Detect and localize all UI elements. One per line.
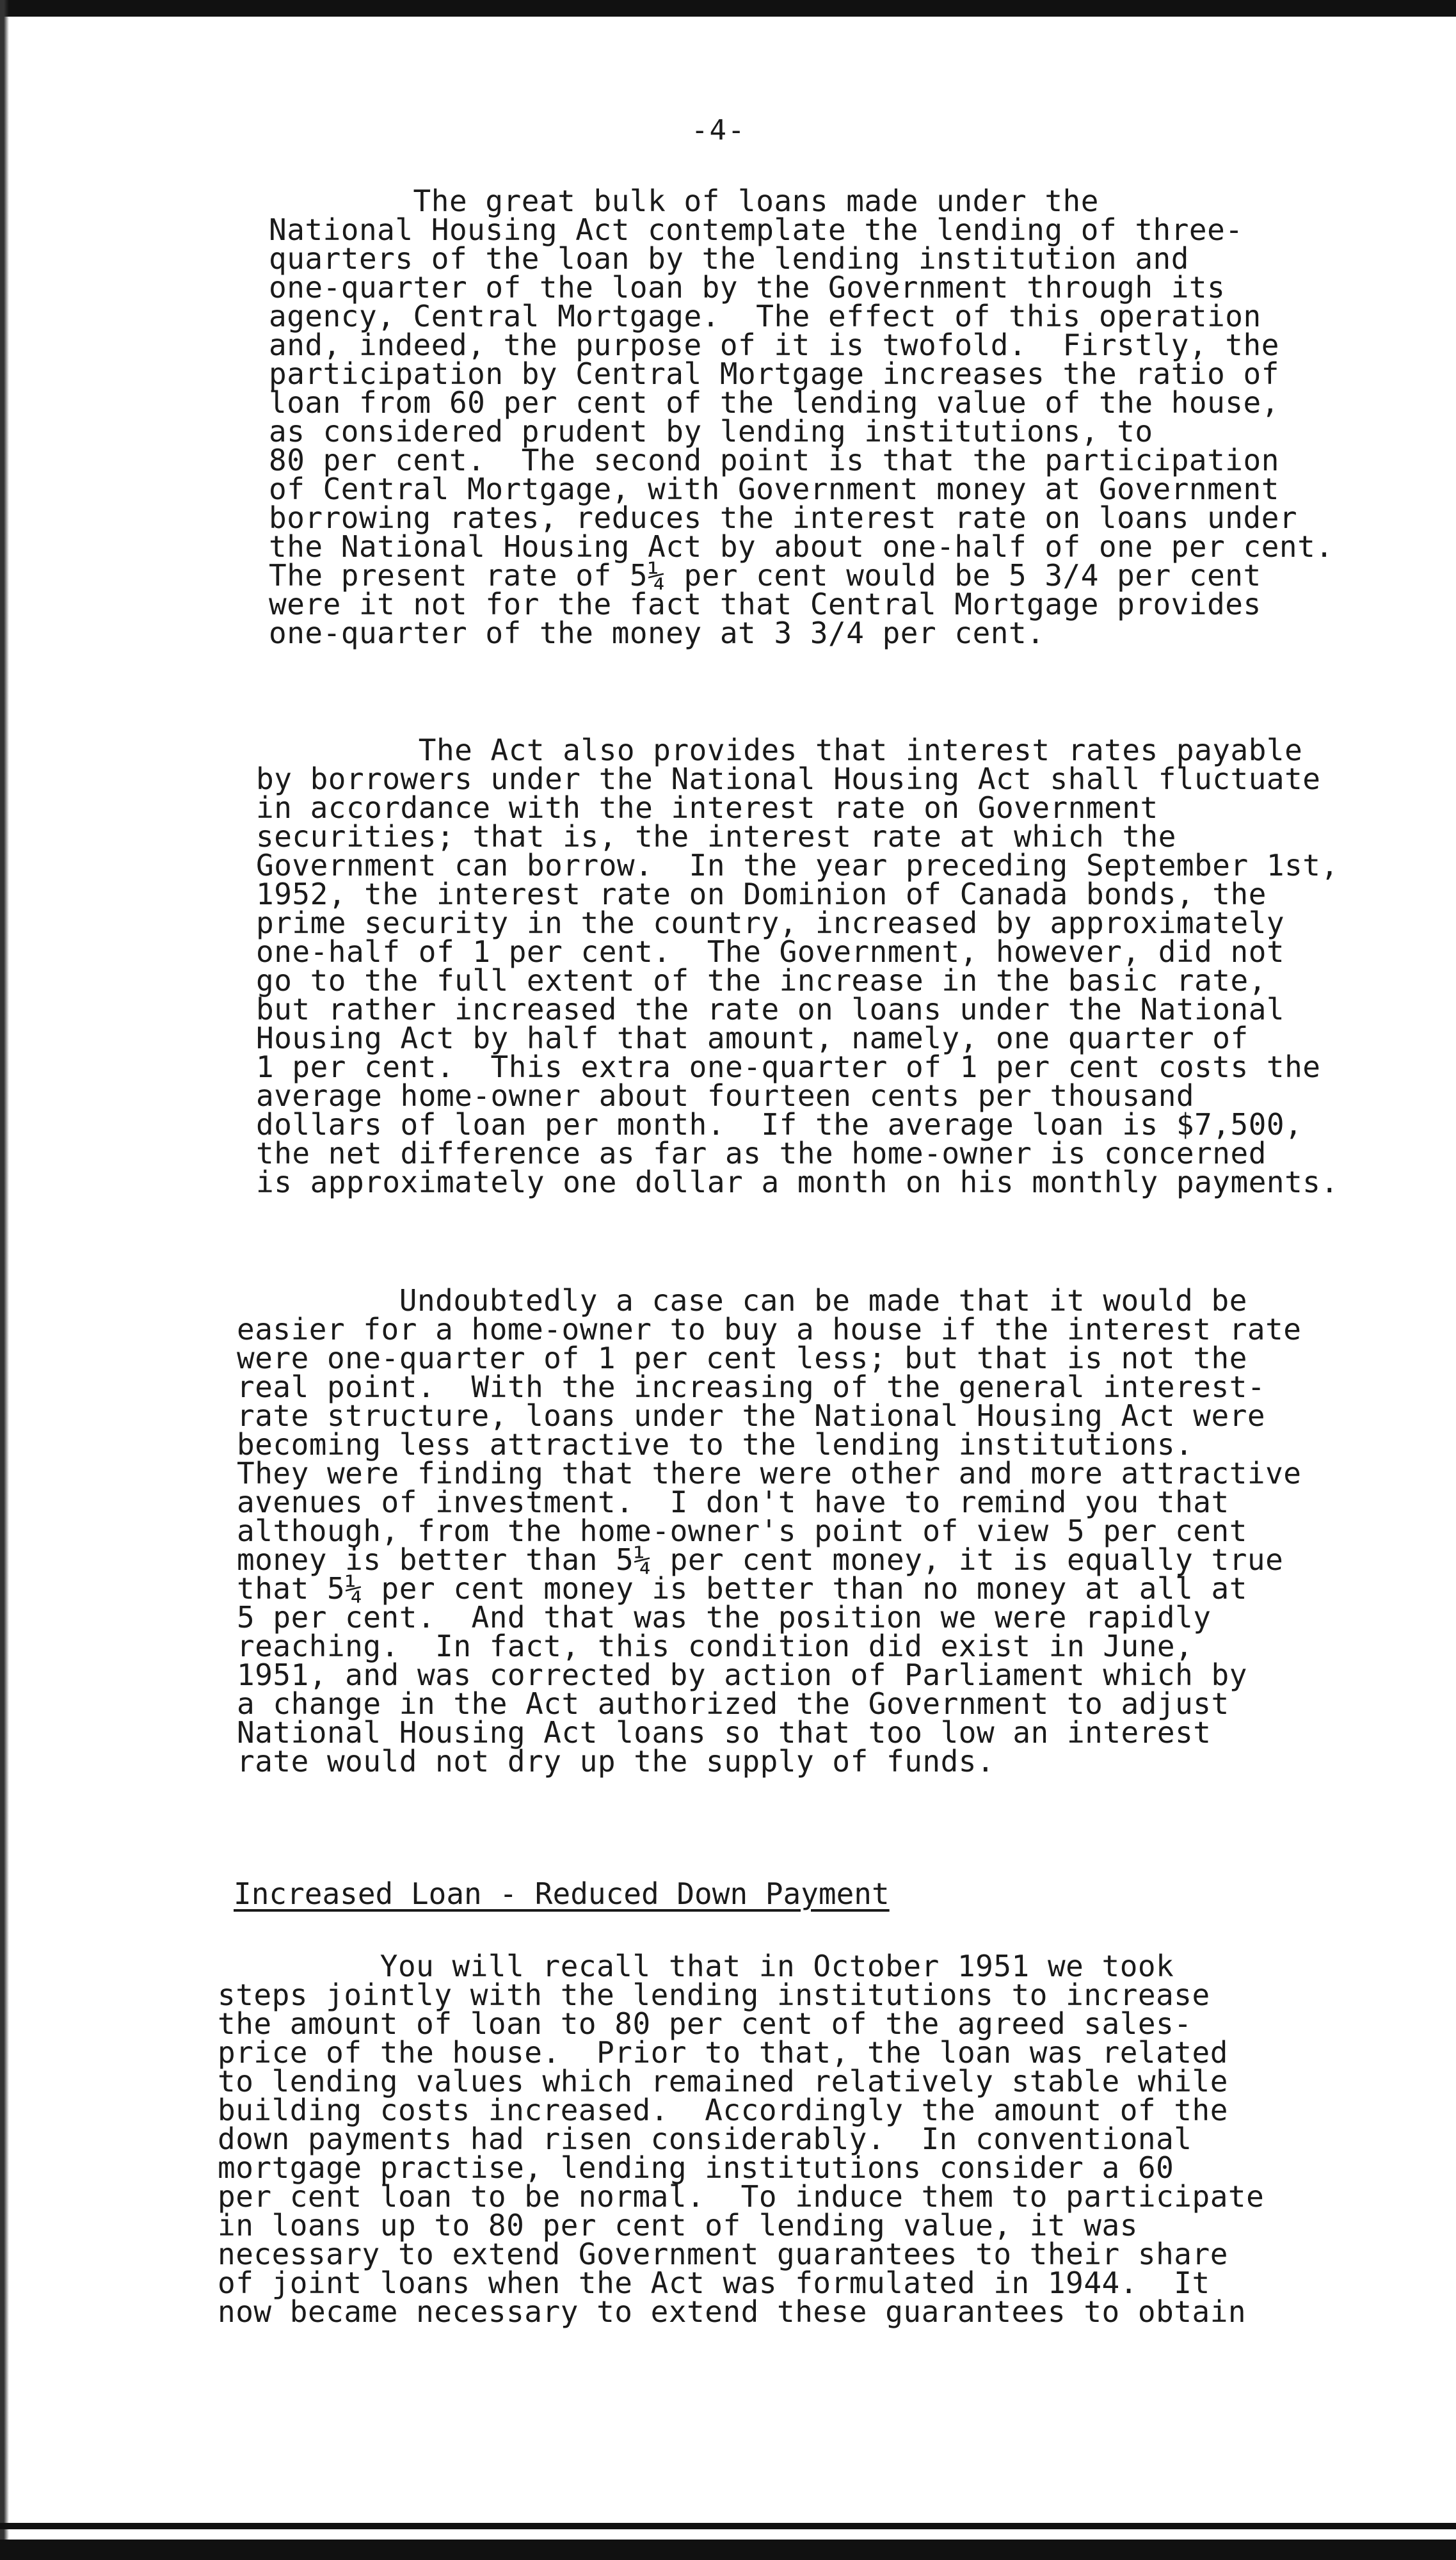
text-line: The great bulk of loans made under the (269, 184, 1099, 218)
text-line: per cent loan to be normal. To induce them to participate (218, 2179, 1265, 2214)
text-line: building costs increased. Accordingly the amount of the (218, 2093, 1228, 2127)
text-line: as considered prudent by lending institutions, to (269, 414, 1153, 449)
text-line: reaching. In fact, this condition did exist in June, (237, 1629, 1194, 1663)
page-number: -4- (691, 114, 746, 147)
text-line: one-half of 1 per cent. The Government, however, did not (256, 934, 1285, 969)
text-line: money is better than 5¼ per cent money, it is equally true (237, 1542, 1284, 1577)
text-line: 1951, and was corrected by action of Parliament which by (237, 1658, 1247, 1692)
text-line: is approximately one dollar a month on his monthly payments. (256, 1165, 1339, 1199)
bottom-border-thick (0, 2540, 1456, 2560)
text-line: participation by Central Mortgage increases the ratio of (269, 356, 1279, 391)
text-line: necessary to extend Government guarantees to their share (218, 2237, 1228, 2271)
text-line: You will recall that in October 1951 we took (218, 1949, 1174, 1983)
text-line: Housing Act by half that amount, namely, one quarter of (256, 1021, 1249, 1055)
text-line: the National Housing Act by about one-half of one per cent. (269, 529, 1334, 564)
text-line: to lending values which remained relatively stable while (218, 2064, 1228, 2099)
text-line: National Housing Act contemplate the lending of three- (269, 212, 1244, 247)
top-border (0, 0, 1456, 17)
text-line: dollars of loan per month. If the average loan is $7,500, (256, 1107, 1303, 1142)
text-line: one-quarter of the money at 3 3/4 per cent. (269, 616, 1045, 650)
paragraph-2 (256, 733, 1339, 1199)
paragraph-1 (269, 184, 1334, 650)
text-line: a change in the Act authorized the Government to adjust (237, 1686, 1229, 1721)
text-line: 5 per cent. And that was the position we were rapidly (237, 1600, 1212, 1635)
text-line: National Housing Act loans so that too low an interest (237, 1715, 1212, 1750)
text-line: in accordance with the interest rate on Government (256, 790, 1158, 825)
text-line: were it not for the fact that Central Mortgage provides (269, 587, 1261, 621)
text-line: The Act also provides that interest rates payable (256, 733, 1303, 767)
text-line: one-quarter of the loan by the Government through its (269, 270, 1226, 305)
text-line: Undoubtedly a case can be made that it would be (237, 1283, 1247, 1318)
text-line: price of the house. Prior to that, the loan was related (218, 2035, 1228, 2070)
text-line: rate structure, loans under the National Housing Act were (237, 1398, 1266, 1433)
bottom-border (0, 2523, 1456, 2529)
text-line: securities; that is, the interest rate at which the (256, 819, 1176, 854)
text-line: although, from the home-owner's point of view 5 per cent (237, 1514, 1247, 1548)
paragraph-4 (218, 1949, 1265, 2329)
text-line: by borrowers under the National Housing Act shall fluctuate (256, 762, 1321, 796)
text-line: and, indeed, the purpose of it is twofold. Firstly, the (269, 328, 1279, 362)
text-line: avenues of investment. I don't have to remind you that (237, 1485, 1229, 1519)
text-line: loan from 60 per cent of the lending value of the house, (269, 385, 1279, 420)
text-line: 80 per cent. The second point is that the participation (269, 443, 1279, 477)
text-line: prime security in the country, increased by approximately (256, 906, 1285, 940)
text-line: go to the full extent of the increase in the basic rate, (256, 963, 1267, 998)
text-line: steps jointly with the lending institutions to increase (218, 1978, 1210, 2012)
text-line: easier for a home-owner to buy a house if the interest rate (237, 1312, 1302, 1347)
text-line: rate would not dry up the supply of funds. (237, 1744, 995, 1779)
text-line: quarters of the loan by the lending institution and (269, 241, 1189, 276)
text-line: 1 per cent. This extra one-quarter of 1 per cent costs the (256, 1050, 1321, 1084)
text-line: but rather increased the rate on loans under the National (256, 992, 1285, 1027)
text-line: now became necessary to extend these guarantees to obtain (218, 2294, 1247, 2329)
text-line: The present rate of 5¼ per cent would be 5 3/4 per cent (269, 558, 1261, 593)
text-line: agency, Central Mortgage. The effect of this operation (269, 299, 1261, 333)
text-line: that 5¼ per cent money is better than no money at all at (237, 1571, 1247, 1606)
text-line: 1952, the interest rate on Dominion of Canada bonds, the (256, 877, 1267, 911)
text-line: in loans up to 80 per cent of lending value, it was (218, 2208, 1138, 2243)
text-line: of joint loans when the Act was formulated in 1944. It (218, 2266, 1210, 2300)
paragraph-3 (237, 1283, 1302, 1779)
text-line: the amount of loan to 80 per cent of the agreed sales- (218, 2006, 1192, 2041)
text-line: becoming less attractive to the lending institutions. (237, 1427, 1194, 1462)
text-line: were one-quarter of 1 per cent less; but that is not the (237, 1341, 1247, 1375)
text-line: real point. With the increasing of the general interest- (237, 1370, 1266, 1404)
section-heading: Increased Loan - Reduced Down Payment (234, 1876, 890, 1911)
text-line: the net difference as far as the home-owner is concerned (256, 1136, 1267, 1171)
text-line: borrowing rates, reduces the interest rate on loans under (269, 500, 1298, 535)
text-line: down payments had risen considerably. In conventional (218, 2122, 1192, 2156)
text-line: mortgage practise, lending institutions consider a 60 (218, 2150, 1174, 2185)
text-line: They were finding that there were other and more attractive (237, 1456, 1302, 1491)
left-border (0, 0, 14, 2560)
text-line: Government can borrow. In the year preceding September 1st, (256, 848, 1339, 883)
text-line: of Central Mortgage, with Government money at Government (269, 472, 1279, 506)
text-line: average home-owner about fourteen cents per thousand (256, 1078, 1195, 1113)
